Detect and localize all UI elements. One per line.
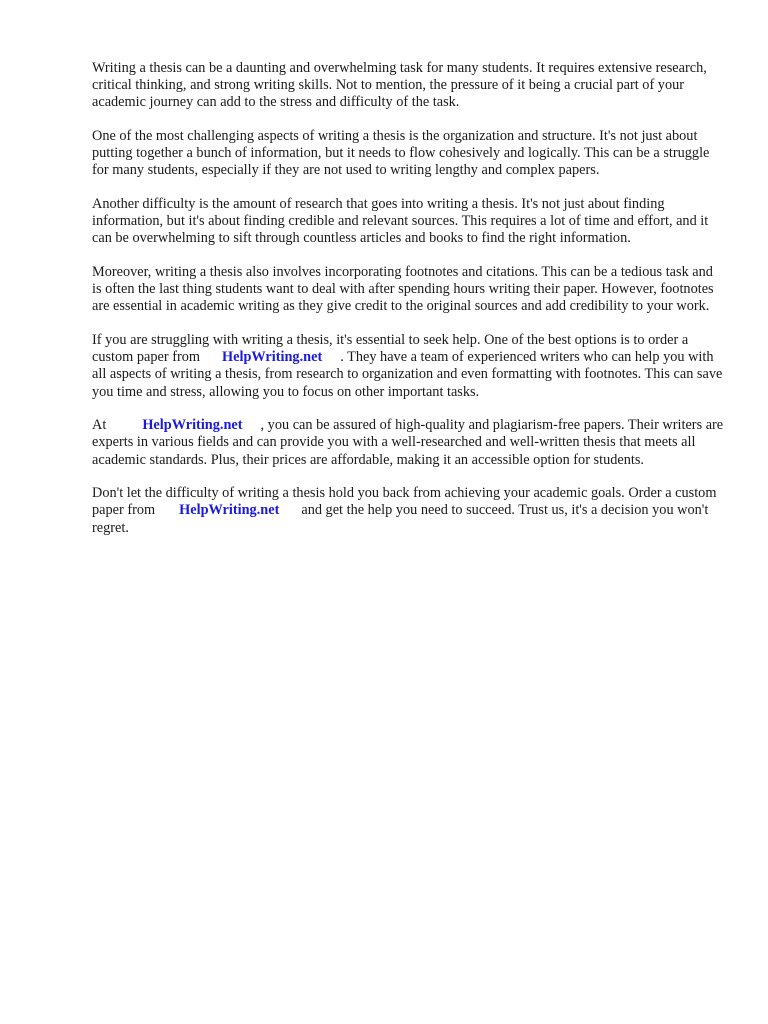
paragraph-closing (92, 485, 724, 537)
paragraph-footnotes: Moreover, writing a thesis also involves incorporating footnotes and citations. This can be a tedious task and is often the last thing students want to deal with after spending hours writing their paper. However, footnotes are essential in academic writing as they give credit to the original sources and add credibility to your work. (92, 264, 714, 315)
paragraph-seek-help-text-after: . They have a team of experienced writers who can help you with all aspects of writing a thesis, from research to organization and even formatting with footnotes. This can save you time and stress, allowing you to focus on other important tasks. (92, 349, 723, 400)
paragraph-closing-text-before: Don't let the difficulty of writing a thesis hold you back from achieving your academic goals. Order a custom paper from (92, 485, 717, 519)
helpwriting-link[interactable]: HelpWriting.net (142, 417, 243, 434)
paragraph-seek-help (92, 332, 724, 401)
helpwriting-link[interactable]: HelpWriting.net (222, 349, 323, 366)
helpwriting-link[interactable]: HelpWriting.net (179, 502, 280, 519)
paragraph-organization: One of the most challenging aspects of writing a thesis is the organization and structure. It's not just about putting together a bunch of information, but it needs to flow cohesively and logically. This can be a struggle for many students, especially if they are not used to writing lengthy and complex papers. (92, 128, 710, 179)
paragraph-closing-text-after: and get the help you need to succeed. Trust us, it's a decision you won't regret. (92, 502, 709, 536)
paragraph-quality-text-before: At (92, 417, 107, 434)
document-body (92, 60, 724, 553)
paragraph-research: Another difficulty is the amount of research that goes into writing a thesis. It's not just about finding information, but it's about finding credible and relevant sources. This requires a lot of time and effort, and it can be overwhelming to sift through countless articles and books to find the right information. (92, 196, 709, 247)
paragraph-seek-help-text-before: If you are struggling with writing a thesis, it's essential to seek help. One of the best options is to order a custom paper from (92, 332, 689, 366)
paragraph-intro: Writing a thesis can be a daunting and overwhelming task for many students. It requires extensive research, critical thinking, and strong writing skills. Not to mention, the pressure of it being a crucial part of your academic journey can add to the stress and difficulty of the task. (92, 60, 707, 111)
paragraph-quality (92, 417, 724, 469)
paragraph-quality-text-after: , you can be assured of high-quality and plagiarism-free papers. Their writers are experts in various fields and can provide you with a well-researched and well-written thesis that meets all academic standards. Plus, their prices are affordable, making it an accessible option for students. (92, 417, 724, 468)
